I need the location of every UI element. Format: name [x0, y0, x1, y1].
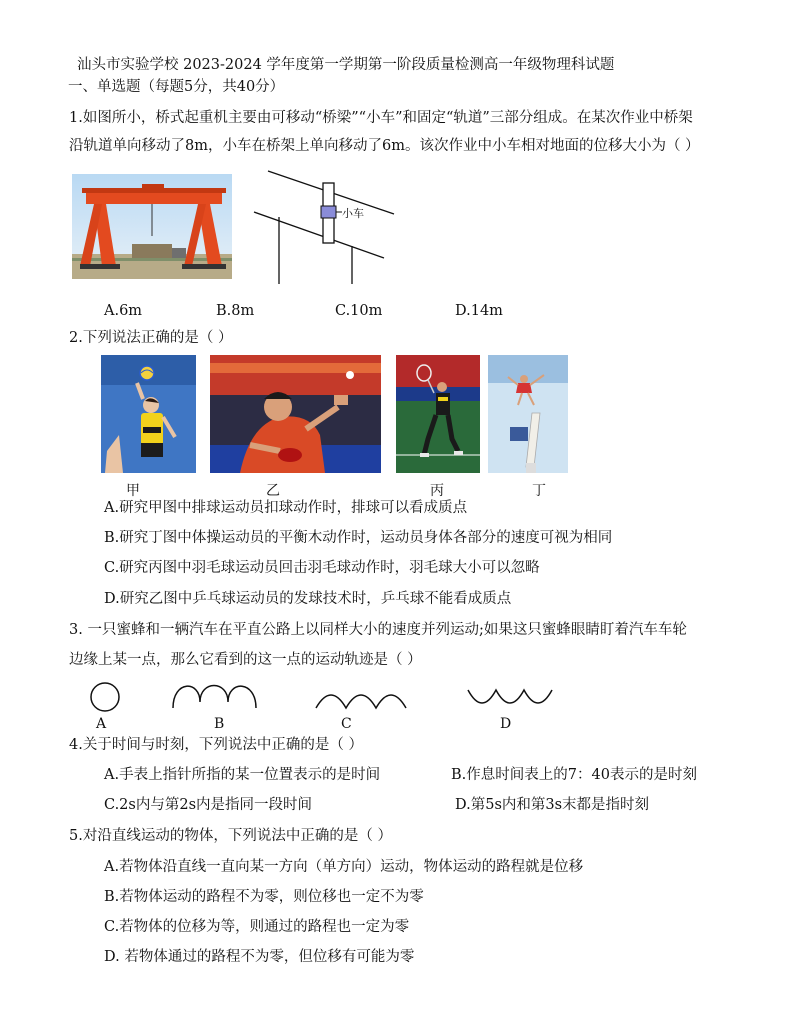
photo-label-yi: 乙	[266, 483, 280, 499]
badminton-photo	[396, 355, 480, 473]
trajectory-option-a-figure	[88, 683, 122, 713]
balance-beam-photo	[488, 355, 568, 473]
volleyball-photo	[101, 355, 196, 473]
q1-stem-line2: 沿轨道单向移动了8m，小车在桥架上单向移动了6m。该次作业中小车相对地面的位移大小为（ ）	[69, 138, 700, 154]
q3-option-d[interactable]: D	[500, 716, 512, 732]
exam-title: 汕头市实验学校 2023-2024 学年度第一学期第一阶段质量检测高一年级物理科试题	[77, 57, 615, 73]
q1-option-a[interactable]: A.6m	[104, 303, 143, 319]
q4-stem: 4.关于时间与时刻，下列说法中正确的是（ ）	[69, 737, 363, 753]
q2-option-a[interactable]: A.研究甲图中排球运动员扣球动作时，排球可以看成质点	[104, 500, 468, 516]
q4-option-b[interactable]: B.作息时间表上的7：40表示的是时刻	[451, 767, 697, 783]
q5-stem: 5.对沿直线运动的物体，下列说法中正确的是（ ）	[69, 828, 392, 844]
q5-option-a[interactable]: A.若物体沿直线一直向某一方向（单方向）运动，物体运动的路程就是位移	[104, 859, 584, 875]
q4-option-a[interactable]: A.手表上指针所指的某一位置表示的是时间	[104, 767, 381, 783]
q5-option-c[interactable]: C.若物体的位移为等，则通过的路程也一定为零	[104, 919, 410, 935]
crane-schematic	[246, 166, 396, 291]
q5-option-b[interactable]: B.若物体运动的路程不为零，则位移也一定不为零	[104, 889, 424, 905]
photo-label-jia: 甲	[126, 483, 140, 499]
section-heading: 一、单选题（每题5分，共40分）	[68, 79, 285, 95]
q1-stem-line1: 1.如图所小，桥式起重机主要由可移动“桥梁”“小车”和固定“轨道”三部分组成。在某次作业中桥架	[69, 110, 693, 126]
q1-option-b[interactable]: B.8m	[216, 303, 255, 319]
trajectory-option-d-figure	[466, 688, 556, 710]
trajectory-option-b-figure	[170, 684, 260, 710]
photo-label-ding: 丁	[532, 483, 546, 499]
q2-stem: 2.下列说法正确的是（ ）	[69, 330, 233, 346]
q4-option-d[interactable]: D.第5s内和第3s末都是指时刻	[455, 797, 650, 813]
q3-stem-line1: 3. 一只蜜蜂和一辆汽车在平直公路上以同样大小的速度并列运动;如果这只蜜蜂眼睛盯着汽车车轮	[69, 622, 687, 638]
q3-option-a[interactable]: A	[96, 716, 107, 732]
q3-option-c[interactable]: C	[341, 716, 352, 732]
q2-option-b[interactable]: B.研究丁图中体操运动员的平衡木动作时，运动员身体各部分的速度可视为相同	[104, 530, 613, 546]
photo-label-bing: 丙	[430, 483, 444, 499]
trolley-label: 小车	[342, 207, 364, 220]
q2-option-c[interactable]: C.研究丙图中羽毛球运动员回击羽毛球动作时，羽毛球大小可以忽略	[104, 560, 540, 576]
q3-stem-line2: 边缘上某一点，那么它看到的这一点的运动轨迹是（ ）	[69, 652, 422, 668]
q3-option-b[interactable]: B	[214, 716, 225, 732]
q1-option-c[interactable]: C.10m	[335, 303, 383, 319]
q4-option-c[interactable]: C.2s内与第2s内是指同一段时间	[104, 797, 313, 813]
q2-option-d[interactable]: D.研究乙图中乒乓球运动员的发球技术时，乒乓球不能看成质点	[104, 591, 512, 607]
trajectory-option-c-figure	[314, 688, 408, 710]
q1-option-d[interactable]: D.14m	[455, 303, 503, 319]
table-tennis-photo	[210, 355, 381, 473]
crane-photo	[72, 174, 232, 279]
q5-option-d[interactable]: D. 若物体通过的路程不为零，但位移有可能为零	[104, 949, 415, 965]
